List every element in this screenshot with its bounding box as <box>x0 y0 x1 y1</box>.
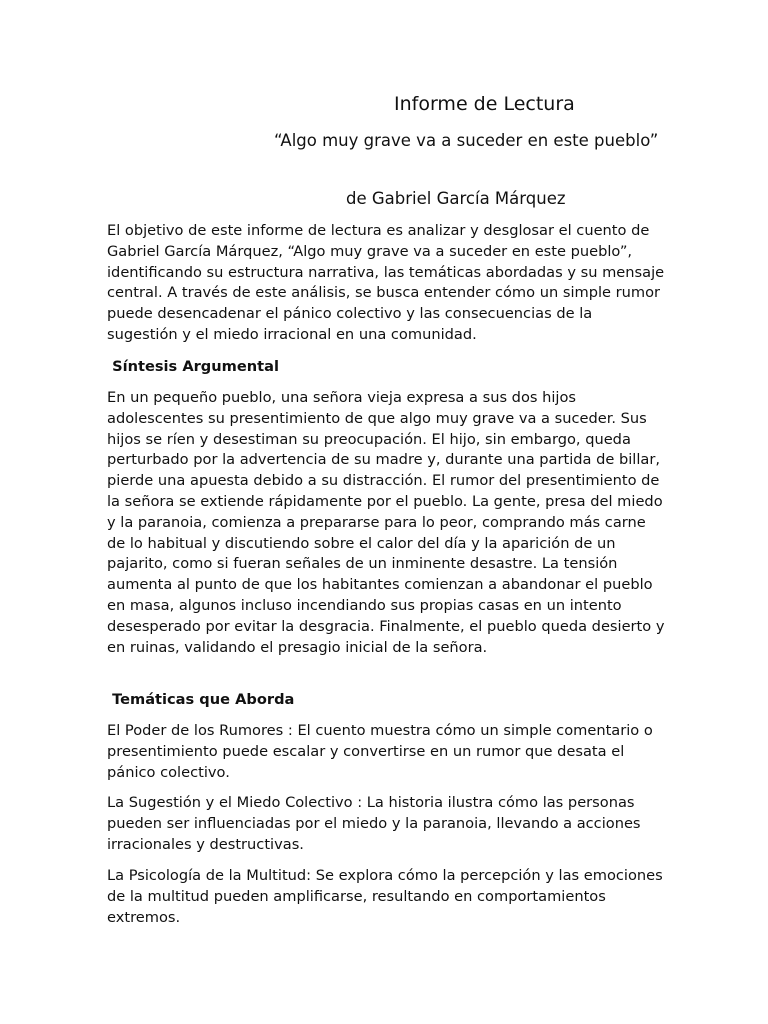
document-title: Informe de Lectura <box>394 93 575 115</box>
theme-paragraph-sugestion: La Sugestión y el Miedo Colectivo : La historia ilustra cómo las personas pueden ser influenciadas por el miedo y la paranoia, llevando a acciones irracionales y destructivas. <box>107 794 641 853</box>
theme-paragraph-rumores: El Poder de los Rumores : El cuento muestra cómo un simple comentario o presentimiento puede escalar y convertirse en un rumor que desata el pánico colectivo. <box>107 722 653 781</box>
story-title: “Algo muy grave va a suceder en este pueblo” <box>274 131 659 150</box>
section-heading-tematicas: Temáticas que Aborda <box>107 691 295 708</box>
section-heading-sintesis: Síntesis Argumental <box>107 358 279 375</box>
theme-paragraph-multitud: La Psicología de la Multitud: Se explora cómo la percepción y las emociones de la multitud pueden amplificarse, resultando en comportamientos extremos. <box>107 867 663 926</box>
intro-paragraph: El objetivo de este informe de lectura es analizar y desglosar el cuento de Gabriel García Márquez, “Algo muy grave va a suceder en este pueblo”, identificando su estructura narrativa, las temáticas abordadas y su mensaje central. A través de este análisis, se busca entender cómo un simple rumor puede desencadenar el pánico colectivo y las consecuencias de la sugestión y el miedo irracional en una comunidad. <box>107 222 665 343</box>
author-line: de Gabriel García Márquez <box>346 189 566 208</box>
sintesis-paragraph: En un pequeño pueblo, una señora vieja expresa a sus dos hijos adolescentes su presentimiento de que algo muy grave va a suceder. Sus hijos se ríen y desestiman su preocupación. El hijo, sin embargo, queda perturbado por la advertencia de su madre y, durante una partida de billar, pierde una apuesta debido a su distracción. El rumor del presentimiento de la señora se extiende rápidamente por el pueblo. La gente, presa del miedo y la paranoia, comienza a prepararse para lo peor, comprando más carne de lo habitual y discutiendo sobre el calor del día y la aparición de un pajarito, como si fueran señales de un inminente desastre. La tensión aumenta al punto de que los habitantes comienzan a abandonar el pueblo en masa, algunos incluso incendiando sus propias casas en un intento desesperado por evitar la desgracia. Finalmente, el pueblo queda desierto y en ruinas, validando el presagio inicial de la señora. <box>107 389 665 656</box>
